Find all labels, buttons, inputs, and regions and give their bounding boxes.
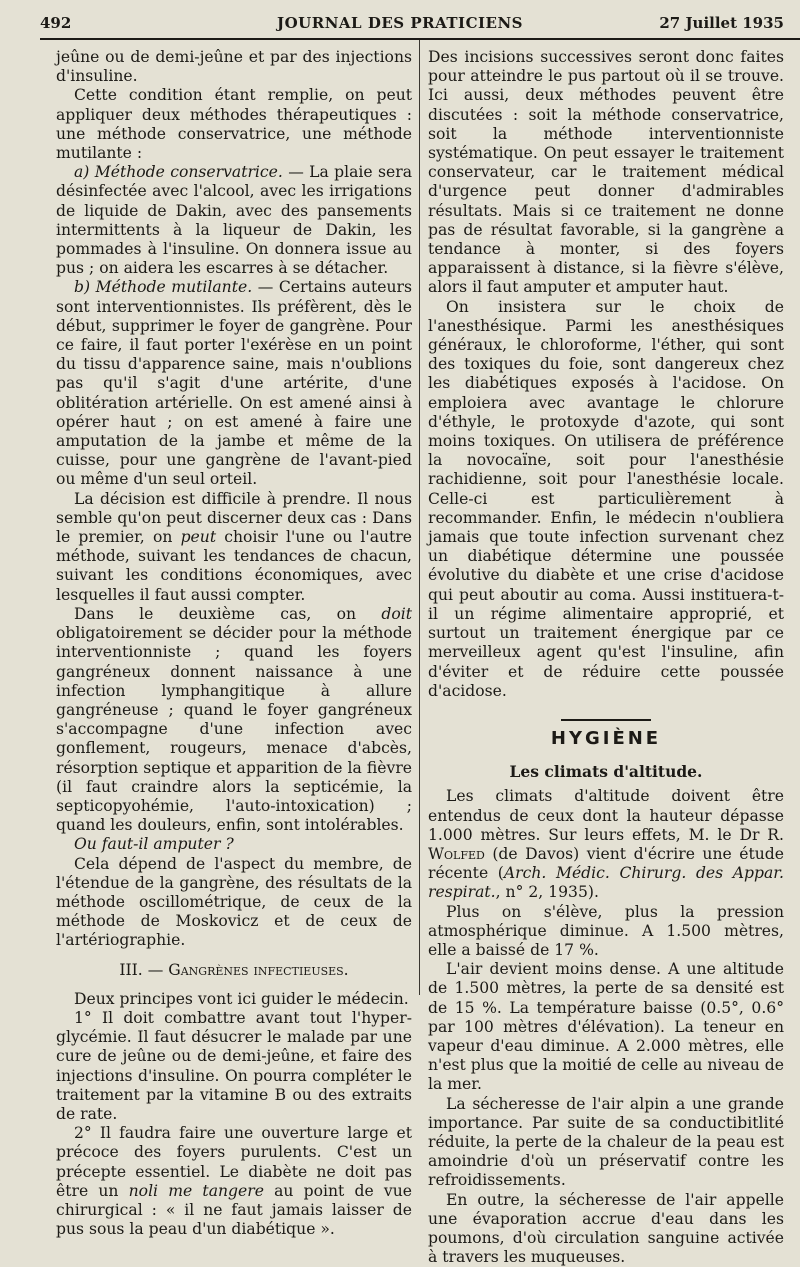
paragraph: L'air devient moins dense. A une altitude de 1.500 mètres, la perte de sa densité est de 15 %. La température baisse (0.5°, 0.6° par 100 mètres d'élévation). La teneur en vapeur d'eau diminue. A 2.000 mètres, elle n'est plus que la moitié de celle au niveau de la mer. [428,960,784,1094]
paragraph-text: — La plaie sera désinfectée avec l'alcool, avec les irrigations de liquide de Dakin, avec des pansements intermittents à la liqueur de Dakin, les pommades à l'insuline. On donnera issue au pus ; on aidera les escarres à se détacher. [56,163,412,278]
paragraph: On insistera sur le choix de l'anesthésique. Parmi les anesthésiques généraux, le chloroforme, l'éther, qui sont des toxiques du foie, sont dangereux chez les diabétiques exposés à l'acidose. On emploiera avec avantage le chlorure d'éthyle, le protoxyde d'azote, qui sont moins toxiques. On utilisera de préférence la novocaïne, soit pour l'anesthésie rachidienne, soit pour l'anesthésie locale. Celle-ci est particulièrement à recommander. Enfin, le médecin n'oubliera jamais que toute infection survenant chez un diabétique détermine une poussée évolutive du diabète et une crise d'acidose qui peut aboutir au coma. Aussi instituera-t-il un régime alimentaire approprié, et surtout un traitement énergique par ce merveilleux agent qu'est l'insuline, afin d'éviter et de réduire cette poussée d'acidose. [428,297,784,700]
item-label: a) [74,163,90,182]
text-run: La décision est difficile à prendre. Il nous semble qu'on peut discerner deux cas : Dans le premier, on [56,489,412,547]
text-run: 2° Il faudra faire une ouverture large et précoce des foyers purulents. C'est un précepte essentiel. Le diabète ne doit pas être un [56,1124,412,1200]
paragraph: 1° Il doit combattre avant tout l'hyper-glycémie. Il faut désucrer le malade par une cure de jeûne ou de demi-jeûne, et faire des injections d'insuline. On pourra compléter le traitement par la vitamine B ou des extraits de rate. [56,1008,412,1123]
paragraph-text: — Certains auteurs sont interventionnistes. Ils préfèrent, dès le début, supprimer le foyer de gangrène. Pour ce faire, il faut porter l'exérèse en un point du tissu d'apparence saine, mais n'oublions pas qu'il s'agit d'une artérite, d'une oblitération artérielle. On est amené ainsi à opérer haut ; on est amené à faire une amputation de la jambe et même de la cuisse, pour une gangrène de l'avant-pied ou même d'un seul orteil. [56,278,412,489]
emphasis: doit [381,604,412,623]
paragraph-method-a [56,163,412,278]
paragraph: Deux principes vont ici guider le médecin. [74,989,409,1008]
right-column [428,48,784,1267]
section-number: III. — [119,960,169,979]
paragraph: Cette condition étant remplie, on peut appliquer deux méthodes thérapeutiques : une méthode conservatrice, une méthode mutilante : [56,86,412,163]
emphasis: peut [180,528,217,547]
text-run: obligatoirement se décider pour la méthode interventionniste ; quand les foyers gangréneux donnent naissance à une infection lymphangitique à allure gangréneuse ; quand le foyer gangréneux s'accompagne d'une infection avec gonflement, rougeurs, menace d'abcès, résorption septique et apparition de la fièvre (il faut craindre alors la septicémie, la septicopyohémie, l'auto-intoxication) ; quand les douleurs, enfin, sont intolérables. [56,624,412,835]
page-number: 492 [40,14,72,32]
question-heading [56,835,412,854]
text-run: Les climats d'altitude doivent être entendus de ceux dont la hauteur dépasse 1.000 mètres. Sur leurs effets, M. le Dr R. [428,787,784,844]
text-run: choisir l'une ou l'autre méthode, suivant les tendances de chacun, suivant les conditions économiques, avec lesquelles il faut aussi compter. [56,528,412,604]
section-heading [56,961,412,980]
item-label: b) [74,278,91,297]
author-name: Wolfed [428,844,485,863]
article-title: Les climats d'altitude. [509,762,703,782]
paragraph [428,787,784,902]
issue-date: 27 Juillet 1935 [659,14,784,32]
paragraph: En outre, la sécheresse de l'air appelle une évaporation accrue d'eau dans les poumons, d'où circulation sanguine activée à travers les muqueuses. [428,1190,784,1267]
header-rule [40,38,800,40]
text-run: Dans le deuxième cas, on [74,604,382,623]
column-divider [419,40,420,995]
method-title: Méthode conservatrice. [94,163,283,182]
paragraph: Plus on s'élève, plus la pression atmosphérique diminue. A 1.500 mètres, elle a baissé de 17 %. [428,902,784,959]
paragraph: La sécheresse de l'air alpin a une grande importance. Par suite de sa conductibitlité réduite, la perte de la chaleur de la peau est amoindrie d'où un préservatif contre les refroidissements. [428,1094,784,1190]
citation: Arch. Médic. Chirurg. des Appar. respirat. [428,864,784,902]
emphasis: Ou faut-il amputer ? [74,835,234,854]
paragraph-method-b [56,278,412,489]
section-title-hygiene: HYGIÈNE [550,727,662,749]
paragraph [56,490,412,605]
section-title: Gangrènes infectieuses. [168,960,349,979]
text-run: , n° 2, 1935). [495,883,599,902]
paragraph: jeûne ou de demi-jeûne et par des injections d'insuline. [56,48,412,86]
journal-title: JOURNAL DES PRATICIENS [277,14,523,32]
paragraph [56,1124,412,1239]
text-run: (de Davos) vient d'écrire une étude récente ( [428,844,784,883]
section-rule [561,719,651,721]
method-title: Méthode mutilante. [95,278,253,297]
emphasis: noli me tangere [128,1181,264,1200]
paragraph: Cela dépend de l'aspect du membre, de l'étendue de la gangrène, des résultats de la méthode oscillométrique, de ceux de la méthode de Moskovicz et de ceux de l'artériographie. [56,854,412,950]
paragraph: Des incisions successives seront donc faites pour atteindre le pus partout où il se trouve. Ici aussi, deux méthodes peuvent être discutées : soit la méthode conservatrice, soit la méthode interventionniste systématique. On peut essayer le traitement conservateur, car le traitement médical d'urgence peut donner d'admirables résultats. Mais si ce traitement ne donne pas de résultat favorable, si la gangrène a tendance à monter, si des foyers apparaissent à distance, si la fièvre s'élève, alors il faut amputer et amputer haut. [428,48,784,297]
left-column [56,48,412,1239]
paragraph [56,605,412,835]
text-run: au point de vue chirurgical : « il ne faut jamais laisser de pus sous la peau d'un diabétique ». [56,1181,412,1239]
